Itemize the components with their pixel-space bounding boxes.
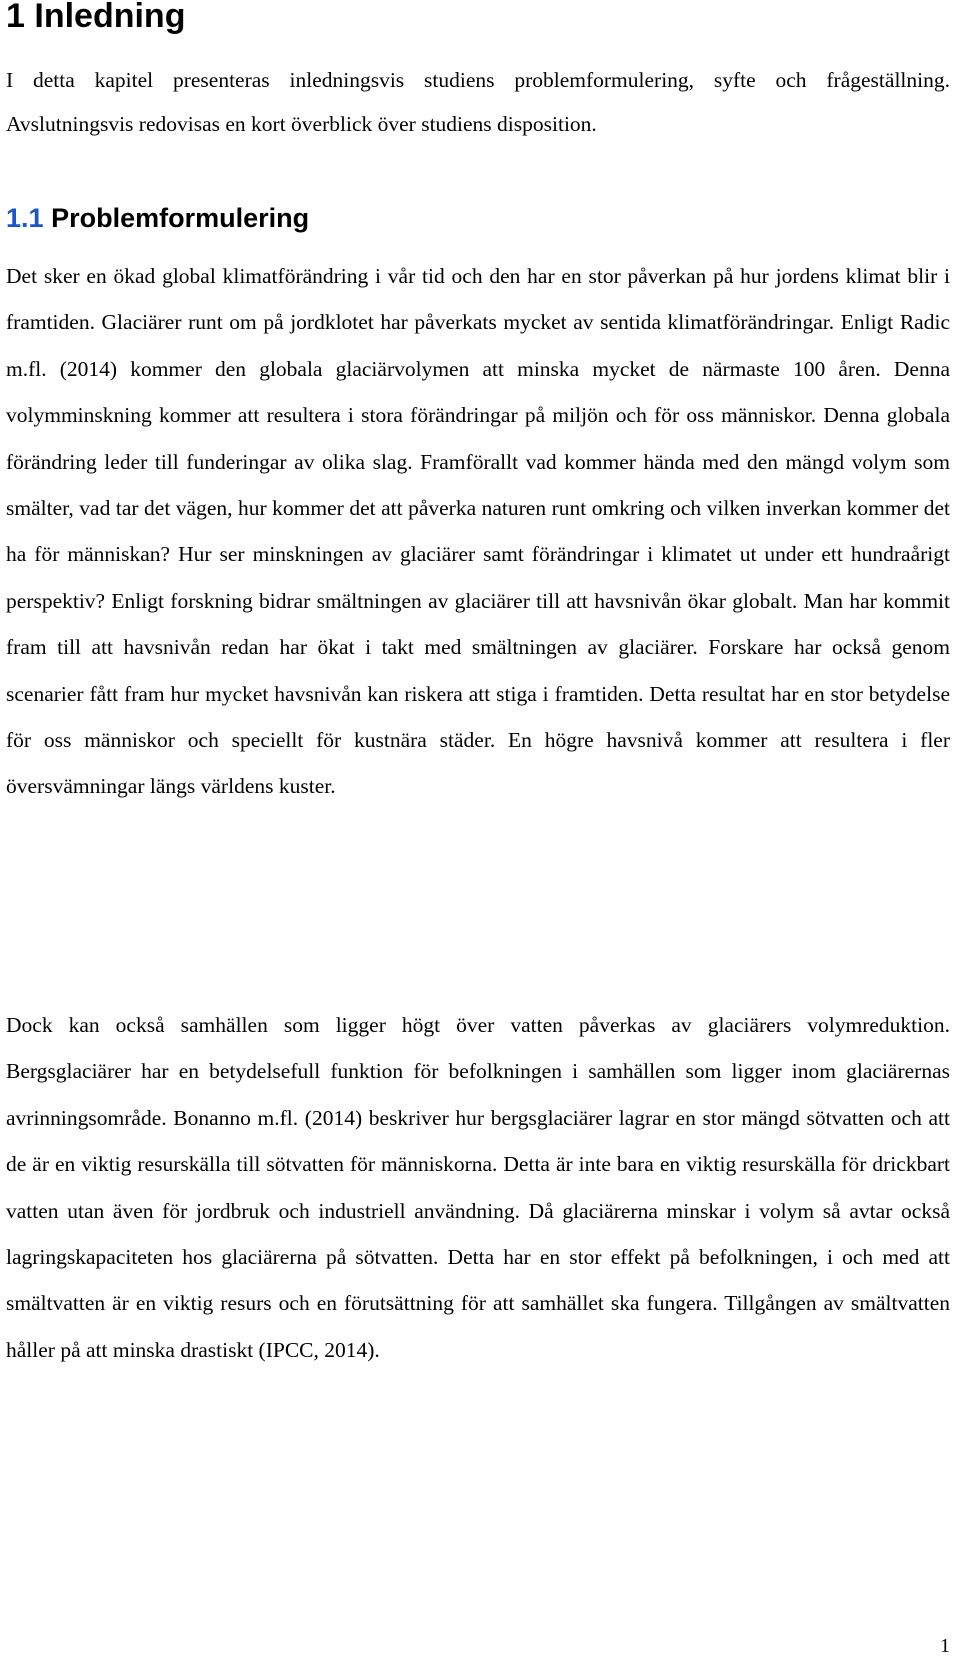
body-paragraph: Det sker en ökad global klimatförändring i vår tid och den har en stor påverkan på hur jordens klimat blir i framtiden. Glaciärer runt om på jordklotet har påverkats mycket av sentida klimatförändringar. Enligt Radic m.fl. (2014) kommer den globala glaciärvolymen att minska mycket de närmaste 100 åren. Denna volymminskning kommer att resultera i stora förändringar på miljön och för oss människor. Denna globala förändring leder till funderingar av olika slag. Framförallt vad kommer hända med den mängd volym som smälter, vad tar det vägen, hur kommer det att påverka naturen runt omkring och vilken inverkan kommer det ha för människan? Hur ser minskningen av glaciärer samt förändringar i klimatet ut under ett hundraårigt perspektiv? Enligt forskning bidrar smältningen av glaciärer till att havsnivån ökar globalt. Man har kommit fram till att havsnivån redan har ökat i takt med smältningen av glaciärer. Forskare har också genom scenarier fått fram hur mycket havsnivån kan riskera att stiga i framtiden. Detta resultat har en stor betydelse för oss människor och speciellt för kustnära städer. En högre havsnivå kommer att resultera i fler översvämningar längs världens kuster. bbox=[6, 264, 950, 799]
chapter-title: Inledning bbox=[34, 0, 186, 35]
body-paragraph: Dock kan också samhällen som ligger högt över vatten påverkas av glaciärers volymreduktion. Bergsglaciärer har en betydelsefull funktion för befolkningen i samhällen som ligger inom glaciärernas avrinningsområde. Bonanno m.fl. (2014) beskriver hur bergsglaciärer lagrar en stor mängd sötvatten och att de är en viktig resurskälla till sötvatten för människorna. Detta är inte bara en viktig resurskälla för drickbart vatten utan även för jordbruk och industriell användning. Då glaciärerna minskar i volym så avtar också lagringskapaciteten hos glaciärerna på sötvatten. Detta har en stor effekt på befolkningen, i och med att smältvatten är en viktig resurs och en förutsättning för att samhället ska fungera. Tillgången av smältvatten håller på att minska drastiskt (IPCC, 2014). bbox=[6, 1013, 950, 1362]
chapter-number: 1 bbox=[6, 0, 25, 35]
section-heading bbox=[6, 201, 309, 235]
section-number: 1.1 bbox=[6, 203, 44, 233]
page-number: 1 bbox=[940, 1635, 950, 1657]
chapter-heading bbox=[6, 0, 185, 36]
chapter-intro-paragraph: I detta kapitel presenteras inledningsvis studiens problemformulering, syfte och frågeställning. Avslutningsvis redovisas en kort överblick över studiens disposition. bbox=[6, 68, 950, 136]
section-title: Problemformulering bbox=[51, 203, 310, 233]
